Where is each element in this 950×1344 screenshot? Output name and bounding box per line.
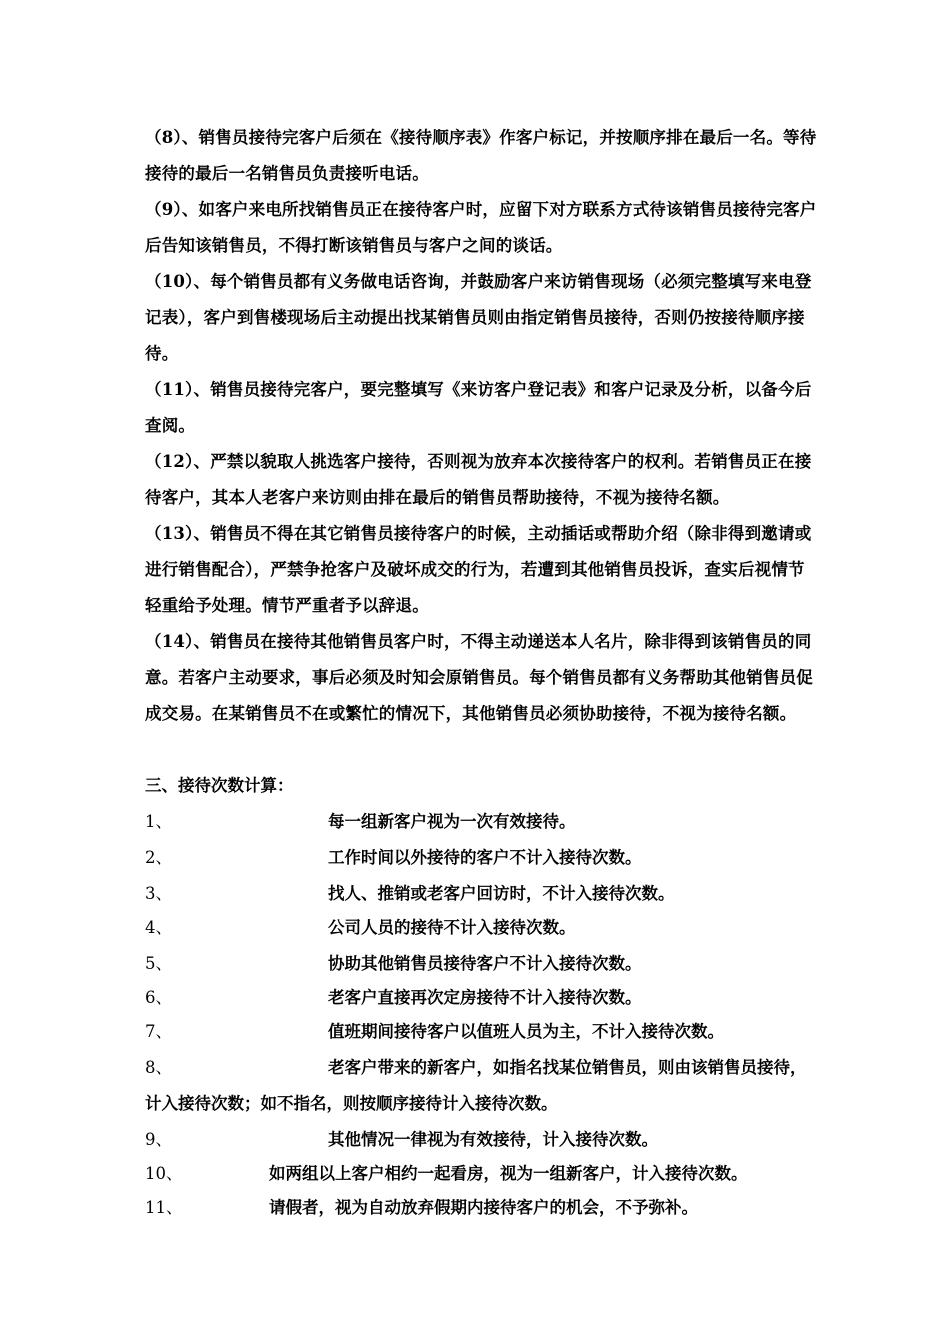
list-item (145, 1122, 820, 1158)
paragraph-9: （9）、如客户来电所找销售员正在接待客户时，应留下对方联系方式待该销售员接待完客户后告知该销售员，不得打断该销售员与客户之间的谈话。 (145, 200, 817, 255)
list-item-text: 老客户带来的新客户，如指名找某位销售员，则由该销售员接待， (328, 1058, 807, 1077)
section-heading: 三、接待次数计算： (145, 776, 294, 795)
list-item-number: 11、 (145, 1198, 183, 1217)
paragraph-8: （8）、销售员接待完客户后须在《接待顺序表》作客户标记，并按顺序排在最后一名。等待接待的最后一名销售员负责接听电话。 (145, 128, 817, 183)
list-item-text: 值班期间接待客户以值班人员为主，不计入接待次数。 (328, 1022, 724, 1041)
list-item-text: 老客户直接再次定房接待不计入接待次数。 (328, 988, 642, 1007)
list-item-text: 其他情况一律视为有效接待，计入接待次数。 (328, 1130, 658, 1149)
list-item-number: 5、 (145, 954, 172, 973)
list-item-text: 请假者，视为自动放弃假期内接待客户的机会，不予弥补。 (269, 1198, 698, 1217)
list-item-text: 每一组新客户视为一次有效接待。 (328, 812, 576, 831)
list-item-number: 1、 (145, 812, 172, 831)
list-item-number: 9、 (145, 1130, 172, 1149)
list-item-text: 如两组以上客户相约一起看房，视为一组新客户，计入接待次数。 (269, 1164, 748, 1183)
list-item (145, 1190, 820, 1226)
paragraph-11: （11）、销售员接待完客户，要完整填写《来访客户登记表》和客户记录及分析，以备今后查阅。 (145, 380, 812, 435)
paragraph-12: （12）、严禁以貌取人挑选客户接待，否则视为放弃本次接待客户的权利。若销售员正在接待客户，其本人老客户来访则由排在最后的销售员帮助接待，不视为接待名额。 (145, 452, 812, 507)
list-item-text: 公司人员的接待不计入接待次数。 (328, 918, 576, 937)
list-item-number: 4、 (145, 918, 172, 937)
list-item-number: 8、 (145, 1058, 172, 1077)
list-item-number: 6、 (145, 988, 172, 1007)
paragraph-13: （13）、销售员不得在其它销售员接待客户的时候，主动插话或帮助介绍（除非得到邀请或进行销售配合），严禁争抢客户及破坏成交的行为，若遭到其他销售员投诉，查实后视情节轻重给予处理。情节严重者予以辞退。 (145, 524, 812, 615)
list-item (145, 804, 820, 840)
paragraph-14: （14）、销售员在接待其他销售员客户时，不得主动递送本人名片，除非得到该销售员的同意。若客户主动要求，事后必须及时知会原销售员。每个销售员都有义务帮助其他销售员促成交易。在某销售员不在或繁忙的情况下，其他销售员必须协助接待，不视为接待名额。 (145, 632, 813, 723)
list-item-text: 找人、推销或老客户回访时，不计入接待次数。 (328, 884, 675, 903)
list-item-text: 工作时间以外接待的客户不计入接待次数。 (328, 848, 642, 867)
list-item (145, 910, 820, 946)
list-item-text-continuation: 计入接待次数；如不指名，则按顺序接待计入接待次数。 (145, 1094, 558, 1113)
list-item (145, 840, 820, 876)
list-item (145, 876, 820, 912)
list-item (145, 946, 820, 982)
list-item-text: 协助其他销售员接待客户不计入接待次数。 (328, 954, 642, 973)
list-item (145, 1156, 820, 1192)
list-item (145, 1050, 820, 1122)
paragraph-10: （10）、每个销售员都有义务做电话咨询，并鼓励客户来访销售现场（必须完整填写来电登记表），客户到售楼现场后主动提出找某销售员则由指定销售员接待，否则仍按接待顺序接待。 (145, 272, 812, 363)
list-item (145, 1014, 820, 1050)
list-item-number: 3、 (145, 884, 172, 903)
list-item-number: 10、 (145, 1164, 183, 1183)
list-item-number: 2、 (145, 848, 172, 867)
list-item (145, 980, 820, 1016)
list-item-number: 7、 (145, 1022, 172, 1041)
